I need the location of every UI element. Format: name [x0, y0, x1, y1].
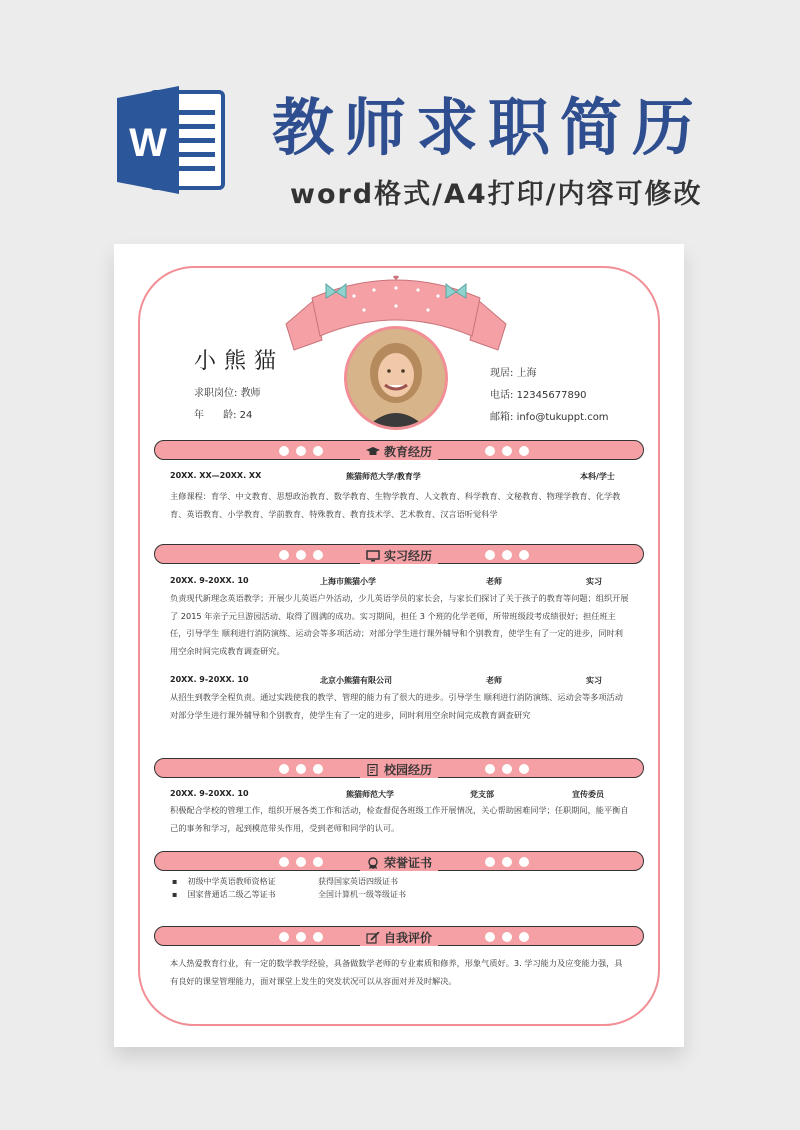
section-title-self: 自我评价	[383, 931, 432, 945]
email-label: 邮箱:	[490, 412, 514, 423]
age-row	[194, 406, 252, 421]
location-value: 上海	[516, 368, 537, 379]
section-bar-internship	[154, 544, 644, 564]
edu-school: 熊猫师范大学/教育学	[346, 472, 421, 481]
section-title-honors: 荣誉证书	[383, 856, 432, 870]
page-subtitle: word格式/A4打印/内容可修改	[290, 179, 703, 210]
age-value: 24	[239, 410, 253, 421]
medal-icon	[366, 857, 380, 869]
phone-label: 电话:	[490, 390, 514, 401]
intern2-role: 老师	[486, 676, 502, 685]
campus-title: 宣传委员	[572, 790, 604, 799]
honor-item: ▪ 初级中学英语教师资格证	[172, 877, 276, 886]
intern1-type: 实习	[586, 577, 602, 586]
section-bar-education	[154, 440, 644, 460]
email-row	[490, 408, 609, 423]
honor-item: 获得国家英语四级证书	[318, 877, 398, 886]
position-value: 教师	[240, 388, 261, 399]
svg-text:W: W	[129, 121, 167, 165]
edu-degree: 本科/学士	[580, 472, 615, 481]
position-row	[194, 384, 261, 399]
graduation-cap-icon	[366, 446, 380, 458]
self-evaluation: 本人热爱教育行业，有一定的数学教学经验，具备做数学老师的专业素质和修养，形象气质好。3. 学习能力及应变能力强，具有良好的课堂管理能力，面对课堂上发生的突发状况可以从容面对并及时解决。	[170, 958, 623, 986]
page-title: 教师求职简历	[272, 91, 705, 164]
honor-item: ▪ 国家普通话二级乙等证书	[172, 890, 276, 899]
monitor-icon	[366, 550, 380, 562]
email-value: info@tukuppt.com	[516, 412, 609, 423]
campus-desc: 积极配合学校的管理工作，组织开展各类工作和活动，检查督促各班级工作开展情况，关心帮助困难同学；任职期间，能平衡自己的事务和学习，起到模范带头作用，受到老师和同学的认可。	[170, 805, 629, 833]
age-label: 年 龄:	[194, 410, 237, 421]
candidate-name: 小熊猫	[194, 349, 285, 374]
phone-row	[490, 386, 587, 401]
intern2-org: 北京小熊猫有限公司	[320, 676, 392, 685]
campus-date: 20XX. 9-20XX. 10	[170, 789, 249, 798]
section-bar-campus	[154, 758, 644, 778]
position-label: 求职岗位:	[194, 388, 238, 399]
section-bar-honors	[154, 851, 644, 871]
section-title-internship: 实习经历	[383, 549, 432, 563]
campus-role: 党支部	[470, 790, 494, 799]
intern1-date: 20XX. 9-20XX. 10	[170, 576, 249, 585]
section-bar-self	[154, 926, 644, 946]
phone-value: 12345677890	[516, 390, 587, 401]
resume-paper	[114, 244, 684, 1047]
edu-courses: 主修课程：育学、中文教育、思想政治教育、数学教育、生物学教育、人文教育、科学教育、文秘教育、物理学教育、化学教育、英语教育、小学教育、学前教育、特殊教育、教育技术学、艺术教育、汉言语听觉科学	[170, 491, 621, 519]
intern1-org: 上海市熊猫小学	[320, 577, 376, 586]
location-row	[490, 364, 537, 379]
campus-org: 熊猫师范大学	[346, 790, 394, 799]
intern1-role: 老师	[486, 577, 502, 586]
honor-item: 全国计算机一级等级证书	[318, 890, 406, 899]
intern2-desc: 从招生到教学全程负责。通过实践使我的教学、管理的能力有了很大的进步。引导学生 顺利进行消防演练、运动会等多项活动 对部分学生进行课外辅导和个别教育，使学生有了一定的进步，同时利用空余时间完成教育调查研究	[170, 692, 623, 720]
section-title-education: 教育经历	[383, 445, 432, 459]
intern1-desc: 负责现代新理念英语教学；开展少儿英语户外活动，少儿英语学员的家长会，与家长们探讨了关于孩子的教育等问题；组织开展了 2015 年亲子元旦游园活动、取得了圆满的成功。实习期间，担任 3 个班的化学老师，所带班级段考成绩很好；担任班主任，引导学生 顺利进行消防演练、运动会等多项活动；对部分学生进行课外辅导和个别教育，使学生有了一定的进步，同时利用空余时间完成教育调查研究。	[170, 593, 629, 656]
location-label: 现居:	[490, 368, 514, 379]
avatar	[344, 326, 448, 430]
edu-date: 20XX. XX—20XX. XX	[170, 471, 262, 480]
word-icon	[117, 84, 227, 196]
intern2-date: 20XX. 9-20XX. 10	[170, 675, 249, 684]
section-title-campus: 校园经历	[383, 763, 432, 777]
document-icon	[366, 764, 380, 776]
intern2-type: 实习	[586, 676, 602, 685]
edit-icon	[366, 932, 380, 944]
